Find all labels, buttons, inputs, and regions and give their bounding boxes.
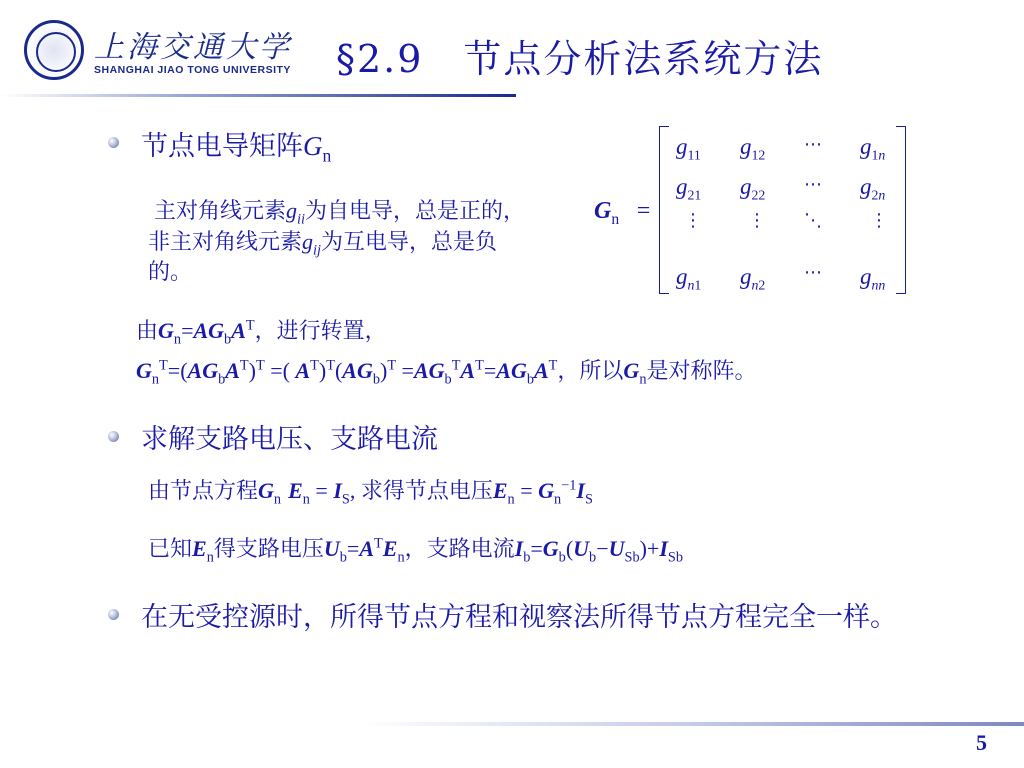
bullet-branch-solution bbox=[108, 422, 438, 458]
footer-divider bbox=[360, 722, 1024, 726]
matrix-right-bracket bbox=[896, 126, 906, 294]
matrix-label: $G_n$ = bbox=[594, 198, 651, 228]
section3-heading: 在无受控源时，所得节点方程和视察法所得节点方程完全一样。 bbox=[141, 602, 897, 633]
transpose-line-1: 由$G_n=AG_bA^T$，进行转置， bbox=[136, 317, 387, 348]
bullet-icon bbox=[108, 609, 119, 620]
slide-title: §2.9 节点分析法系统方法 bbox=[336, 37, 824, 81]
section2-heading: 求解支路电压、支路电流 bbox=[141, 424, 438, 455]
logo-english-name: SHANGHAI JIAO TONG UNIVERSITY bbox=[94, 64, 291, 76]
university-logo bbox=[24, 20, 292, 82]
seal-icon bbox=[24, 20, 84, 80]
diagonal-element-description: 主对角线元素$g_{ii}$为自电导，总是正的，非主对角线元素$g_{ij}$为互电导，总是负的。 bbox=[148, 198, 525, 285]
node-voltage-line: 由节点方程$G_n$ $E_n = I_S$, 求得节点电压$E_n = G_n^{-1}I_S$ bbox=[148, 477, 593, 508]
matrix-left-bracket bbox=[659, 126, 669, 294]
bullet-icon bbox=[108, 137, 119, 148]
bullet-icon bbox=[108, 431, 119, 442]
bullet-conductance-matrix: 节点电导矩阵$G_n$ bbox=[108, 128, 331, 165]
logo-chinese-name: 上海交通大学 bbox=[94, 30, 292, 65]
branch-voltage-current-line: 已知$E_n$得支路电压$U_b=A^TE_n$，支路电流$I_b=G_b(U_b-U_{Sb})+I_{Sb}$ bbox=[148, 535, 684, 566]
bullet-no-controlled-source bbox=[108, 600, 948, 636]
header-divider bbox=[0, 94, 516, 97]
page-number: 5 bbox=[976, 730, 987, 755]
transpose-line-2: $G_n^T=(AG_bA^T)^T$ =( $A^T)^T(AG_b)^T =AG_b^TA^T=AG_bA^T$，所以$G_n$是对称阵。 bbox=[136, 357, 757, 388]
section1-heading: 节点电导矩阵 bbox=[141, 131, 303, 162]
